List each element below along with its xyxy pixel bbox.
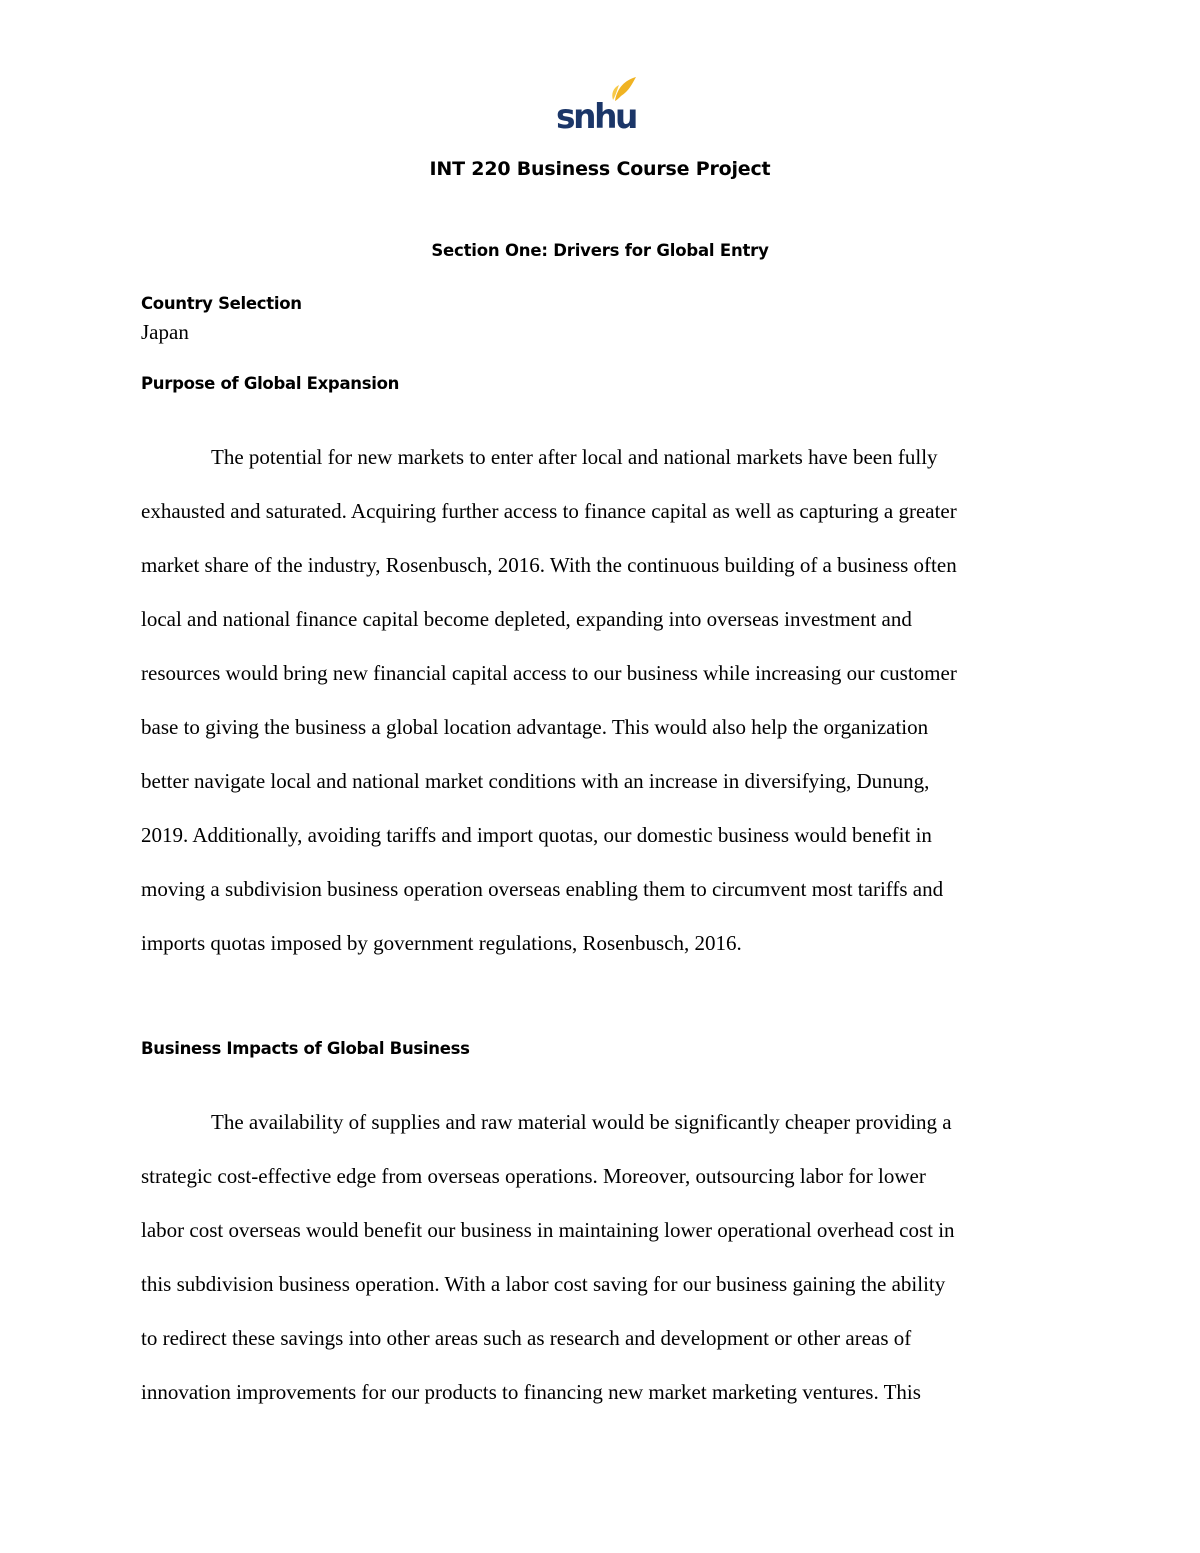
paragraph-line: 2019. Additionally, avoiding tariffs and import quotas, our domestic business would benefit in [141, 823, 932, 847]
paragraph-line: labor cost overseas would benefit our business in maintaining lower operational overhead cost in [141, 1218, 955, 1242]
paragraph-line: market share of the industry, Rosenbusch, 2016. With the continuous building of a business often [141, 553, 957, 577]
paragraph-line: The potential for new markets to enter after local and national markets have been fully [211, 445, 938, 469]
section-title: Section One: Drivers for Global Entry [431, 241, 769, 260]
svg-text:snhu: snhu [556, 97, 637, 132]
paragraph-line: to redirect these savings into other areas such as research and development or other areas of [141, 1326, 912, 1350]
business-impacts-heading: Business Impacts of Global Business [141, 1039, 470, 1058]
paragraph-line: imports quotas imposed by government regulations, Rosenbusch, 2016. [141, 931, 742, 955]
document-title: INT 220 Business Course Project [429, 158, 771, 180]
paragraph-line: strategic cost-effective edge from overseas operations. Moreover, outsourcing labor for lower [141, 1164, 926, 1188]
country-selection-heading: Country Selection [141, 294, 302, 313]
paragraph-line: exhausted and saturated. Acquiring further access to finance capital as well as capturing a greater [141, 499, 957, 523]
purpose-heading: Purpose of Global Expansion [141, 374, 400, 393]
paragraph-line: base to giving the business a global location advantage. This would also help the organization [141, 715, 929, 739]
paragraph-line: moving a subdivision business operation overseas enabling them to circumvent most tariffs and [141, 877, 944, 901]
country-value: Japan [141, 320, 189, 344]
paragraph-line: resources would bring new financial capital access to our business while increasing our customer [141, 661, 957, 685]
paragraph-line: local and national finance capital become depleted, expanding into overseas investment and [141, 607, 912, 631]
paragraph-line: better navigate local and national market conditions with an increase in diversifying, Dunung, [141, 769, 930, 793]
paragraph-line: this subdivision business operation. With a labor cost saving for our business gaining the ability [141, 1272, 946, 1296]
paragraph-line: innovation improvements for our products to financing new market marketing ventures. This [141, 1380, 921, 1404]
paragraph-line: The availability of supplies and raw material would be significantly cheaper providing a [211, 1110, 952, 1134]
snhu-logo [555, 74, 639, 132]
